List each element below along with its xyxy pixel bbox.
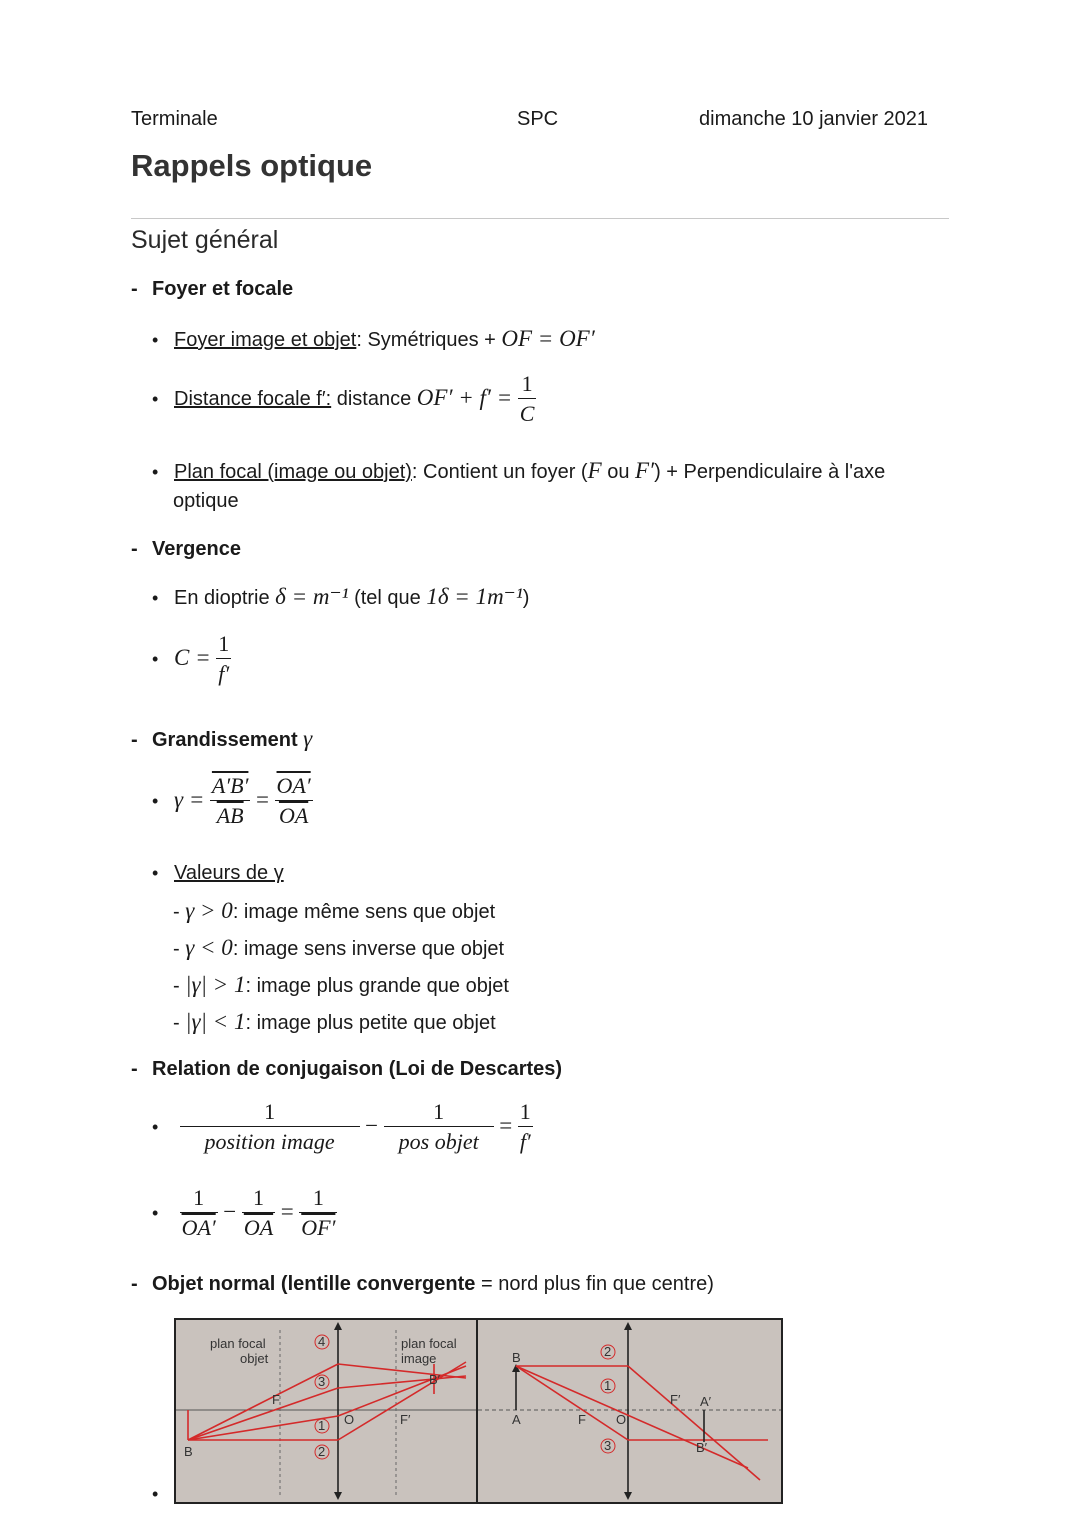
heading-foyer: - Foyer et focale	[131, 278, 294, 300]
num-3-right: 3	[604, 1438, 612, 1453]
label-Ap-right: A′	[700, 1394, 712, 1409]
num-1: 1	[318, 1418, 326, 1433]
label-plan-focal-image-2: image	[401, 1351, 437, 1366]
gamma-value-4: - |γ| < 1: image plus petite que objet	[173, 1009, 496, 1034]
bullet-figure: •	[152, 1484, 159, 1504]
heading-grandissement: - Grandissement γ	[131, 726, 313, 751]
item-distance-focale: • Distance focale f′: distance OF′ + f′ = $\frac{1}{C}$	[152, 370, 536, 429]
heading-vergence: - Vergence	[131, 538, 241, 560]
item-conjugaison-formula: • $\frac{1}{OA'}$ − $\frac{1}{OA}$ = $\frac{1}{OF'}$	[152, 1184, 337, 1243]
item-dioptrie: • En dioptrie δ = m⁻¹ (tel que 1δ = 1m⁻¹)	[152, 584, 530, 609]
label-O-right: O	[616, 1412, 627, 1427]
label-Fp-right: F′	[670, 1392, 681, 1407]
heading-objet-normal: - Objet normal (lentille convergente = nord plus fin que centre)	[131, 1273, 714, 1295]
label-Bp-right: B′	[696, 1440, 708, 1455]
item-valeurs-gamma: • Valeurs de γ	[152, 862, 284, 884]
section-subtitle: Sujet général	[131, 226, 279, 254]
label-A-right: A	[512, 1412, 521, 1427]
label-plan-focal-objet-2: objet	[240, 1351, 269, 1366]
page-title: Rappels optique	[131, 148, 373, 183]
label-F-right: F	[578, 1412, 586, 1427]
heading-conjugaison: - Relation de conjugaison (Loi de Descartes)	[131, 1058, 563, 1080]
header-class: Terminale	[131, 108, 218, 130]
gamma-value-2: - γ < 0: image sens inverse que objet	[173, 935, 505, 960]
label-B-right: B	[512, 1350, 521, 1365]
item-conjugaison-words: • $\frac{1}{\text{position image}}$ − $\frac{1}{\text{pos objet}}$ = $\frac{1}{f'}$	[152, 1098, 533, 1157]
figure-ray-diagram-right	[476, 1318, 783, 1504]
item-plan-focal-cont: optique	[173, 490, 239, 512]
label-Fp: F′	[400, 1412, 411, 1427]
num-2: 2	[318, 1444, 326, 1459]
divider	[131, 218, 949, 219]
label-Bp: B′	[429, 1372, 441, 1387]
figure-ray-diagram-left	[174, 1318, 478, 1504]
num-4: 4	[318, 1334, 326, 1349]
item-grandissement-formula: • γ = $\frac{A'B'}{AB}$ = $\frac{OA'}{OA}$	[152, 772, 313, 831]
label-plan-focal-objet-1: plan focal	[210, 1336, 266, 1351]
gamma-value-3: - |γ| > 1: image plus grande que objet	[173, 972, 509, 997]
num-1-right: 1	[604, 1378, 612, 1393]
item-vergence-formula: • C = $\frac{1}{f'}$	[152, 630, 231, 689]
num-2-right: 2	[604, 1344, 612, 1359]
label-B: B	[184, 1444, 193, 1459]
label-F: F	[272, 1392, 280, 1407]
header-date: dimanche 10 janvier 2021	[699, 108, 929, 130]
item-plan-focal: • Plan focal (image ou objet): Contient un foyer (F ou F′) + Perpendiculaire à l'axe	[152, 458, 886, 483]
label-plan-focal-image-1: plan focal	[401, 1336, 457, 1351]
header-subject: SPC	[517, 108, 559, 130]
gamma-value-1: - γ > 0: image même sens que objet	[173, 898, 496, 923]
label-O: O	[344, 1412, 355, 1427]
num-3: 3	[318, 1374, 326, 1389]
item-foyer-image-objet: • Foyer image et objet: Symétriques + OF = OF′	[152, 326, 595, 351]
